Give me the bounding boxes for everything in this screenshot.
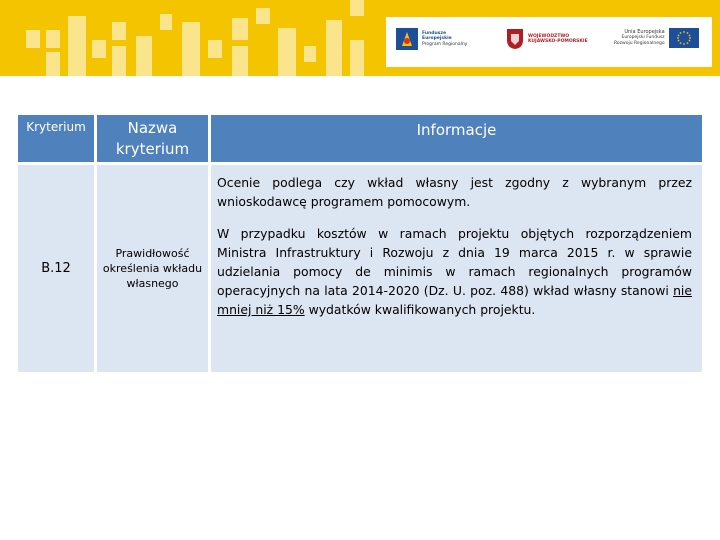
funds-logo-icon <box>396 28 418 50</box>
eu-flag-icon <box>669 28 699 48</box>
header-name: Nazwa kryterium <box>97 115 211 165</box>
criteria-table <box>18 115 702 372</box>
eu-logo: Unia Europejska Europejski Fundusz Rozwoju Regionalnego <box>614 28 699 48</box>
info-paragraph-1: Ocenie podlega czy wkład własny jest zgodny z wybranym przez wnioskodawcę programem pomocowym. <box>217 175 692 209</box>
criterion-name: Prawidłowość określenia wkładu własnego <box>97 165 211 372</box>
table-row <box>18 165 702 372</box>
header-info: Informacje <box>211 115 702 165</box>
criterion-info <box>211 165 702 372</box>
header-banner <box>0 0 720 76</box>
criterion-code: B.12 <box>18 165 97 372</box>
logo-strip <box>386 17 712 67</box>
underlined-threshold: nie mniej niż 15% <box>217 283 692 317</box>
funds-logo: Fundusze Europejskie Program Regionalny <box>396 28 467 50</box>
info-paragraph-2: W przypadku kosztów w ramach projektu objętych rozporządzeniem Ministra Infrastruktury i Rozwoju z dnia 19 marca 2015 r. w sprawie udzielania pomocy de minimis w ramach regionalnych programów operacyjnych na lata 2014-2020 (Dz. U. poz. 488) wkład własny stanowi nie mniej niż 15% wydatków kwalifikowanych projektu. <box>217 226 692 317</box>
header-criterion: Kryterium <box>18 115 97 165</box>
region-logo: WOJEWÓDZTWO KUJAWSKO-POMORSKIE <box>506 28 588 50</box>
region-crest-icon <box>506 28 524 50</box>
